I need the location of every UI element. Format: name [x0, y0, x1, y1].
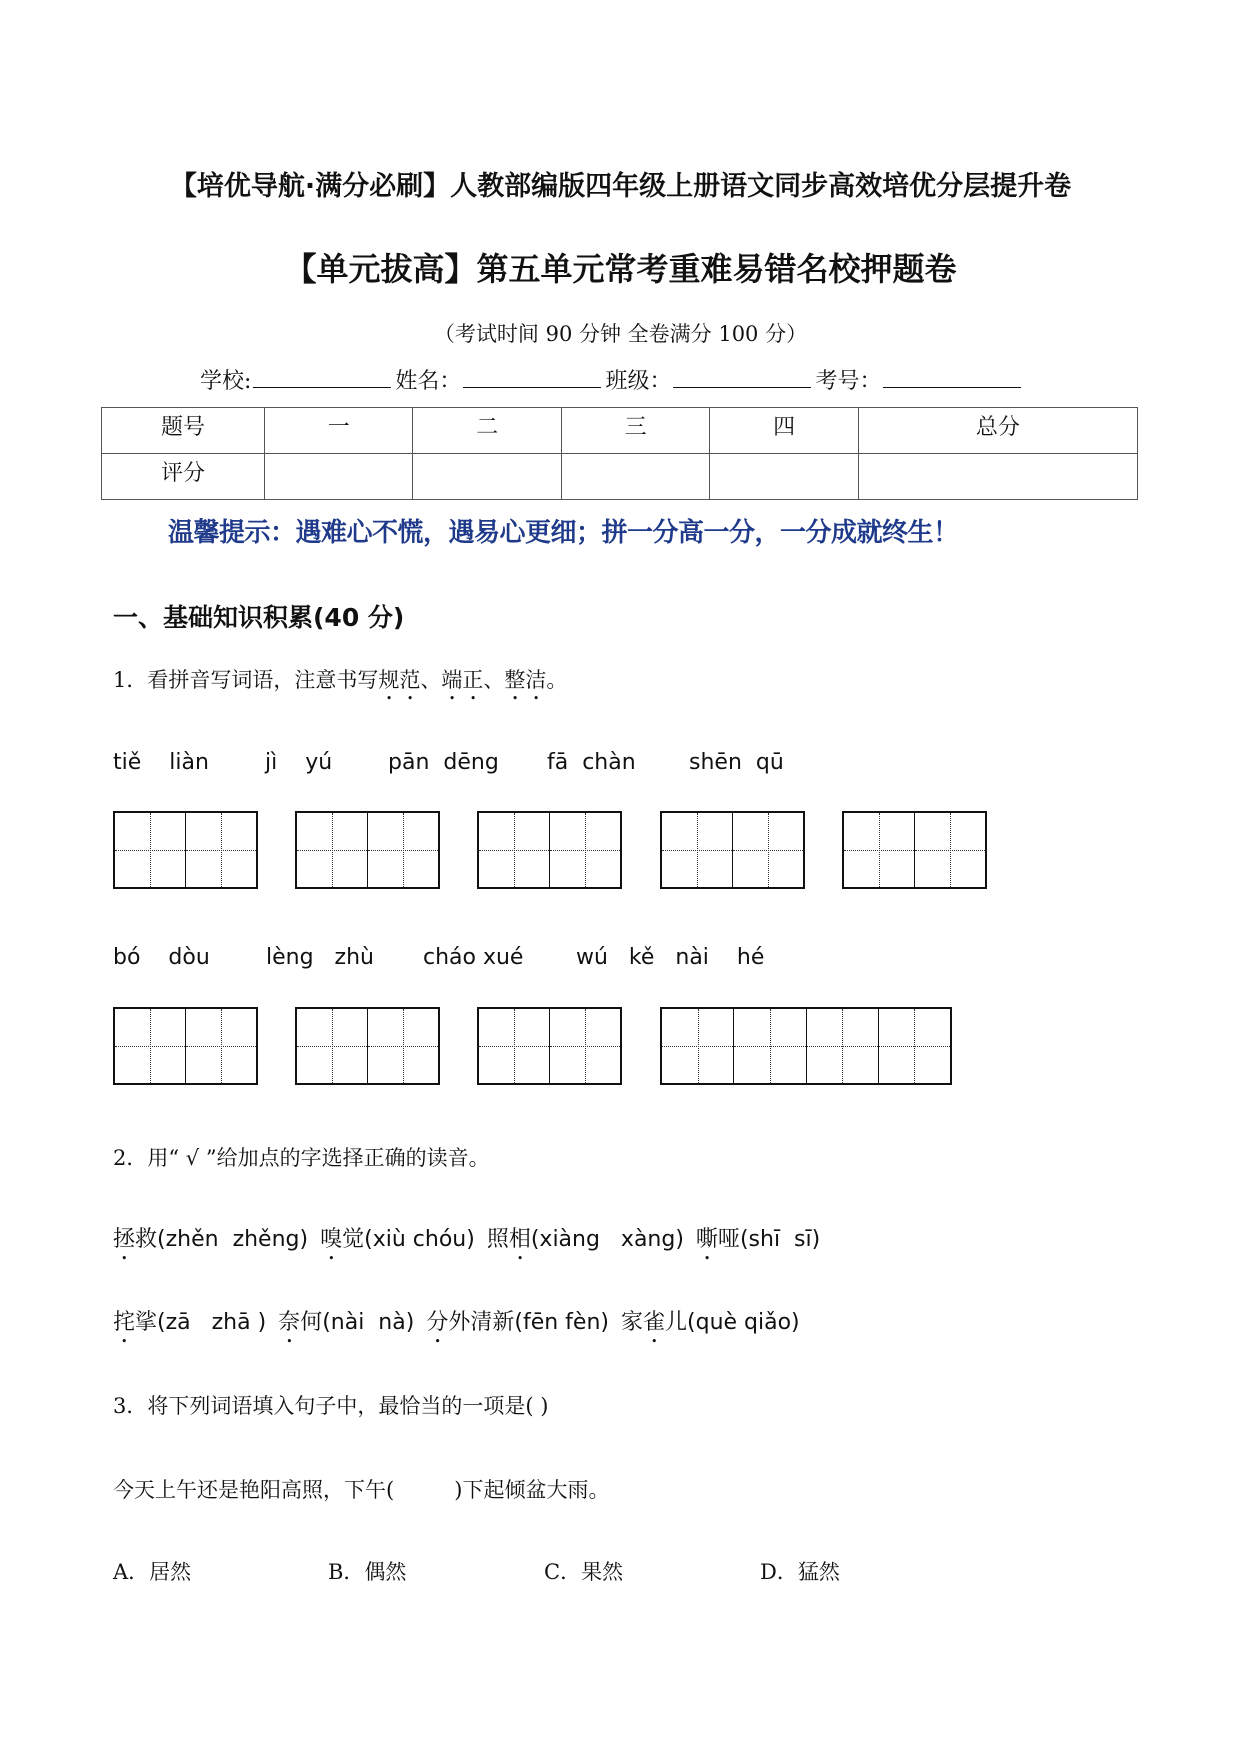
pinyin-5: shēn qū — [689, 750, 784, 775]
reading-choice-item[interactable] — [113, 1227, 308, 1252]
dotted-char: 雀 — [642, 1310, 665, 1335]
option-d[interactable]: D．猛然 — [760, 1560, 840, 1584]
word-part: 觉 — [342, 1227, 365, 1252]
school-label: 学校: — [200, 369, 252, 394]
score-cell[interactable] — [710, 454, 858, 500]
school-blank[interactable] — [253, 367, 391, 388]
word-part: 儿 — [665, 1310, 688, 1335]
pinyin-9: wú kě nài hé — [576, 945, 765, 970]
pinyin-options: (xiàng xàng) — [530, 1227, 684, 1252]
dotted-word: 规范 — [378, 668, 421, 692]
header-cell: 题号 — [102, 408, 265, 454]
reading-choice-item[interactable] — [113, 1310, 266, 1335]
question-2: 2．用“ √ ”给加点的字选择正确的读音。 — [113, 1146, 490, 1170]
option-b[interactable]: B．偶然 — [328, 1560, 407, 1584]
score-cell[interactable] — [265, 454, 413, 500]
question-1 — [113, 664, 567, 705]
dotted-word: 整洁 — [504, 668, 547, 692]
writing-grid[interactable] — [295, 1007, 440, 1085]
word-part: 救 — [135, 1227, 158, 1252]
writing-grid[interactable] — [477, 1007, 622, 1085]
q2-line-1 — [113, 1222, 832, 1265]
pinyin-4: fā chàn — [547, 750, 636, 775]
dotted-char: 嘶 — [695, 1227, 718, 1252]
score-table-score-row — [102, 454, 1138, 500]
pinyin-options: (fēn fèn) — [514, 1310, 609, 1335]
header-cell: 一 — [265, 408, 413, 454]
pinyin-options: (què qiǎo) — [687, 1310, 800, 1335]
word-part: 何 — [300, 1310, 323, 1335]
pinyin-options: (nài nà) — [322, 1310, 415, 1335]
word-part: 挲 — [135, 1310, 158, 1335]
writing-grid[interactable] — [660, 1007, 952, 1085]
question-3: 3．将下列词语填入句子中，最恰当的一项是( ) — [113, 1394, 549, 1418]
option-c[interactable]: C．果然 — [544, 1560, 624, 1584]
pinyin-options: (zā zhā ) — [157, 1310, 267, 1335]
punct: 。 — [546, 668, 568, 692]
writing-grid[interactable] — [660, 811, 805, 889]
writing-grid[interactable] — [477, 811, 622, 889]
pinyin-7: lèng zhù — [266, 945, 374, 970]
dotted-char: 相 — [508, 1227, 531, 1252]
word-part: 哑 — [717, 1227, 740, 1252]
pinyin-3: pān dēng — [388, 750, 499, 775]
reading-choice-item[interactable] — [696, 1227, 820, 1252]
pinyin-6: bó dòu — [113, 945, 210, 970]
score-table-header-row — [102, 408, 1138, 454]
exam-info: （考试时间 90 分钟 全卷满分 100 分） — [433, 322, 808, 346]
score-cell[interactable] — [413, 454, 561, 500]
word-part: 家 — [620, 1310, 643, 1335]
writing-grid[interactable] — [842, 811, 987, 889]
punct: 、 — [420, 668, 442, 692]
pinyin-2: jì yú — [265, 750, 333, 775]
name-blank[interactable] — [463, 367, 601, 388]
writing-grid[interactable] — [113, 811, 258, 889]
q1-text: 1．看拼音写词语，注意书写 — [113, 668, 379, 692]
option-a[interactable]: A．居然 — [113, 1560, 192, 1584]
pinyin-options: (zhěn zhěng) — [157, 1227, 309, 1252]
header-cell: 二 — [413, 408, 561, 454]
reading-choice-item[interactable] — [278, 1310, 414, 1335]
writing-grid[interactable] — [113, 1007, 258, 1085]
score-cell[interactable] — [561, 454, 709, 500]
exam-number-label: 考号： — [815, 369, 882, 394]
student-info-line — [200, 364, 1025, 395]
header-cell: 三 — [561, 408, 709, 454]
document-subtitle: 【单元拔高】第五单元常考重难易错名校押题卷 — [284, 250, 957, 288]
pinyin-options: (shī sī) — [739, 1227, 821, 1252]
q2-line-2 — [113, 1305, 812, 1348]
class-label: 班级： — [605, 369, 672, 394]
pinyin-options: (xiù chóu) — [364, 1227, 475, 1252]
header-cell: 四 — [710, 408, 858, 454]
score-table — [101, 407, 1138, 500]
dotted-char: 嗅 — [320, 1227, 343, 1252]
reading-choice-item[interactable] — [487, 1227, 684, 1252]
score-cell[interactable] — [858, 454, 1137, 500]
pinyin-8: cháo xué — [423, 945, 524, 970]
exam-number-blank[interactable] — [883, 367, 1021, 388]
reading-choice-item[interactable] — [320, 1227, 475, 1252]
section-title: 一、基础知识积累(40 分) — [113, 603, 405, 632]
dotted-char: 挓 — [113, 1310, 136, 1335]
dotted-char: 奈 — [278, 1310, 301, 1335]
pinyin-1: tiě liàn — [113, 750, 209, 775]
dotted-char: 拯 — [113, 1227, 136, 1252]
document-title: 【培优导航·满分必刷】人教部编版四年级上册语文同步高效培优分层提升卷 — [169, 171, 1072, 202]
name-label: 姓名： — [395, 369, 462, 394]
word-part: 外清新 — [448, 1310, 515, 1335]
reading-choice-item[interactable] — [426, 1310, 609, 1335]
class-blank[interactable] — [673, 367, 811, 388]
writing-grid[interactable] — [295, 811, 440, 889]
tip-text: 温馨提示：遇难心不慌，遇易心更细；拼一分高一分，一分成就终生！ — [168, 518, 959, 548]
row-label: 评分 — [102, 454, 265, 500]
q3-sentence: 今天上午还是艳阳高照，下午( )下起倾盆大雨。 — [113, 1478, 610, 1502]
dotted-word: 端正 — [441, 668, 484, 692]
reading-choice-item[interactable] — [621, 1310, 800, 1335]
punct: 、 — [483, 668, 505, 692]
header-cell: 总分 — [858, 408, 1137, 454]
dotted-char: 分 — [426, 1310, 449, 1335]
word-part: 照 — [486, 1227, 509, 1252]
